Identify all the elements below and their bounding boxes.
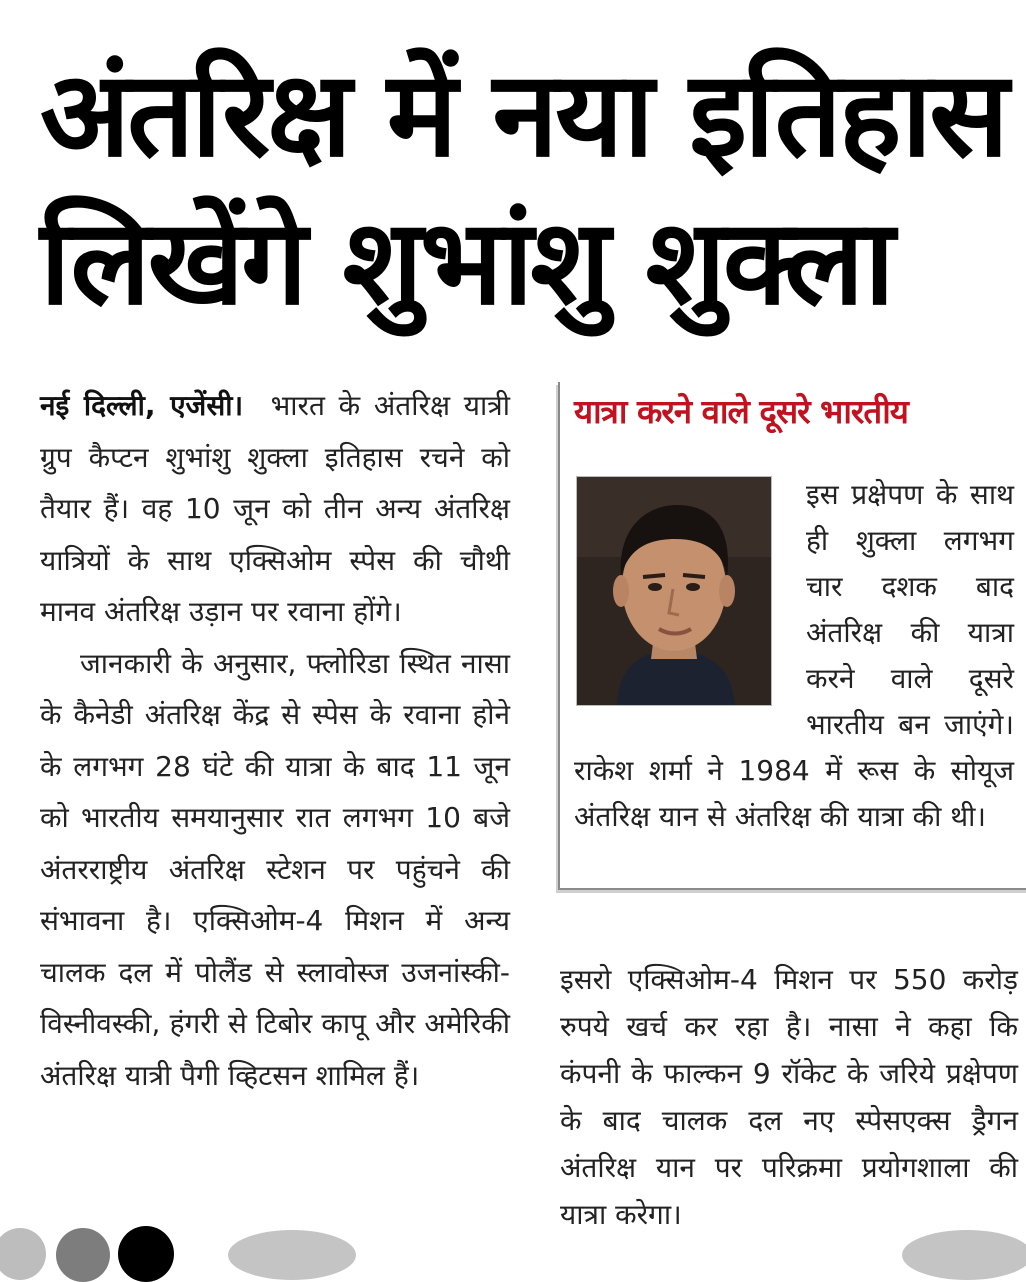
page-decoration (0, 1226, 1026, 1280)
dateline: नई दिल्ली, एजेंसी। (40, 389, 244, 422)
sidebar-box (558, 382, 1026, 890)
headline-line-1: अंतरिक्ष में नया इतिहास (40, 45, 1006, 183)
decor-pill-2 (902, 1230, 1026, 1280)
decor-pill-1 (228, 1230, 356, 1280)
sidebar-text: इस प्रक्षेपण के साथ ही शुक्ला लगभग चार दशक बाद अंतरिक्ष की यात्रा करने वाले दूसरे भारतीय बन जाएंगे। राकेश शर्मा ने 1984 में रूस के सोयूज अंतरिक्ष यान से अंतरिक्ष की यात्रा की थी। (574, 478, 1014, 833)
article-paragraph-2: जानकारी के अनुसार, फ्लोरिडा स्थित नासा के कैनेडी अंतरिक्ष केंद्र से स्पेस के रवाना होने के लगभग 28 घंटे की यात्रा के बाद 11 जून को भारतीय समयानुसार रात लगभग 10 बजे अंतरराष्ट्रीय अंतरिक्ष स्टेशन पर पहुंचने की संभावना है। एक्सिओम-4 मिशन में अन्य चालक दल में पोलैंड से स्लावोस्ज उजनांस्की-विस्नीवस्की, हंगरी से टिबोर कापू और अमेरिकी अंतरिक्ष यात्री पैगी व्हिटसन शामिल हैं। (40, 646, 510, 1092)
decor-dot-2 (56, 1228, 110, 1282)
headline (40, 40, 1006, 336)
decor-dot-3 (118, 1226, 174, 1282)
article-text-1: भारत के अंतरिक्ष यात्री ग्रुप कैप्टन शुभांशु शुक्ला इतिहास रचने को तैयार हैं। वह 10 जून को तीन अन्य अंतरिक्ष यात्रियों के साथ एक्सिओम स्पेस की चौथी मानव अंतरिक्ष उड़ान पर रवाना होंगे। (40, 389, 510, 628)
article-paragraph-3: इसरो एक्सिओम-4 मिशन पर 550 करोड़ रुपये खर्च कर रहा है। नासा ने कहा कि कंपनी के फाल्कन 9 रॉकेट के जरिये प्रक्षेपण के बाद चालक दल नए स्पेसएक्स ड्रैगन अंतरिक्ष यान पर परिक्रमा प्रयोगशाला की यात्रा करेगा। (560, 963, 1018, 1231)
sidebar-title: यात्रा करने वाले दूसरे भारतीय (574, 392, 908, 431)
decor-dot-1 (0, 1228, 46, 1280)
article-right-column (560, 928, 1018, 1266)
article-left-column (40, 380, 510, 1101)
sidebar-text-block (574, 472, 1014, 840)
photo-spacer (574, 472, 806, 748)
headline-line-2: लिखेंगे शुभांशु शुक्ला (40, 193, 892, 331)
article-paragraph-1 (40, 380, 510, 638)
